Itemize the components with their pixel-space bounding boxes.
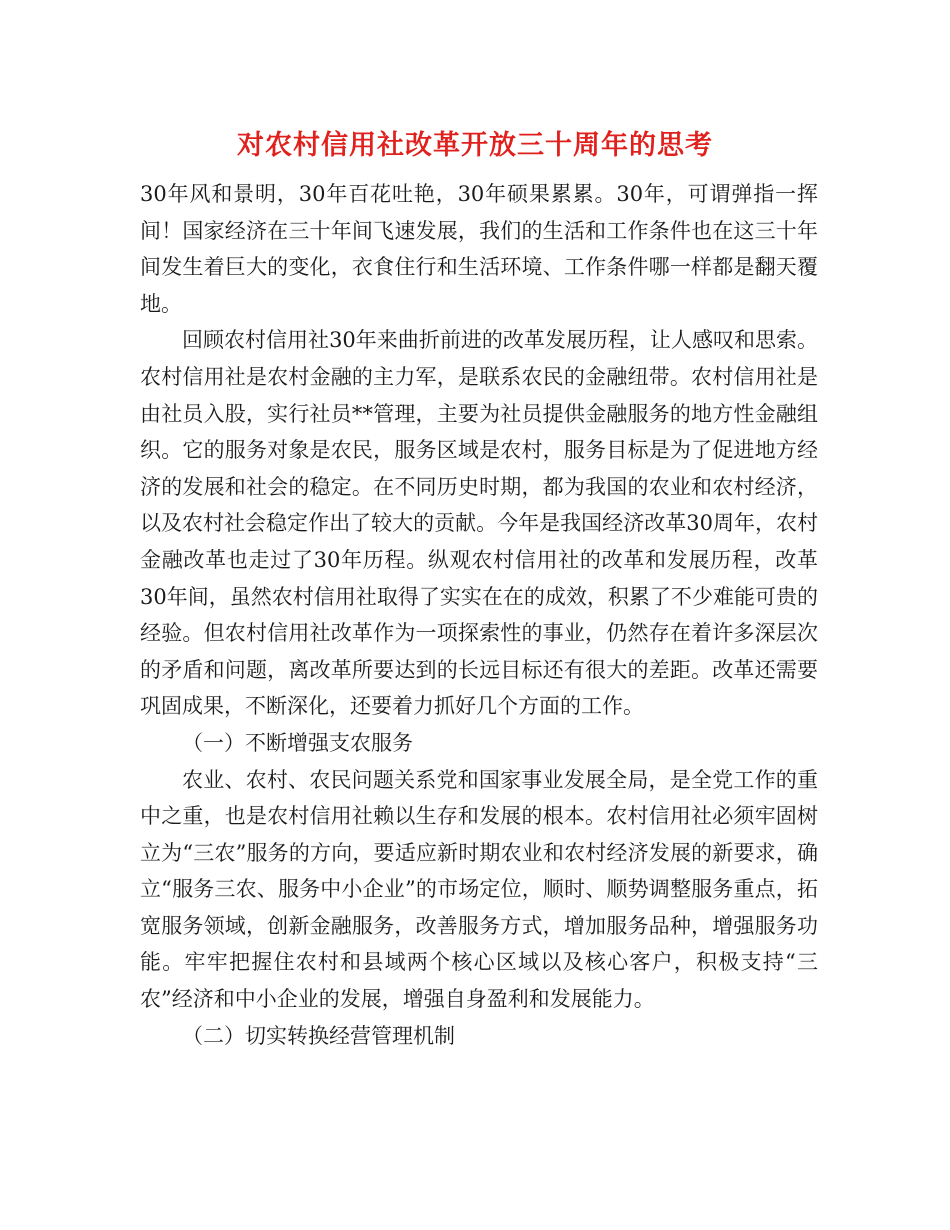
paragraph-review: 回顾农村信用社30年来曲折前进的改革发展历程，让人感叹和思索。农村信用社是农村金融的主力军，是联系农民的金融纽带。农村信用社是由社员入股，实行社员**管理，主要为社员提供金融服务的地方性金融组织。它的服务对象是农民，服务区域是农村，服务目标是为了促进地方经济的发展和社会的稳定。在不同历史时期，都为我国的农业和农村经济，以及农村社会稳定作出了较大的贡献。今年是我国经济改革30周年，农村金融改革也走过了30年历程。纵观农村信用社的改革和发展历程，改革30年间，虽然农村信用社取得了实实在在的成效，积累了不少难能可贵的经验。但农村信用社改革作为一项探索性的事业，仍然存在着许多深层次的矛盾和问题，离改革所要达到的长远目标还有很大的差距。改革还需要巩固成果，不断深化，还要着力抓好几个方面的工作。 <box>140 328 818 719</box>
document-title: 对农村信用社改革开放三十周年的思考 <box>237 130 713 161</box>
paragraph-section-1: 农业、农村、农民问题关系党和国家事业发展全局，是全党工作的重中之重，也是农村信用社赖以生存和发展的根本。农村信用社必须牢固树立为“三农”服务的方向，要适应新时期农业和农村经济发展的新要求，确立“服务三农、服务中小企业”的市场定位，顺时、顺势调整服务重点，拓宽服务领域，创新金融服务，改善服务方式，增加服务品种，增强服务功能。牢牢把握住农村和县域两个核心区域以及核心客户，积极支持“三农”经济和中小企业的发展，增强自身盈利和发展能力。 <box>140 767 818 1012</box>
paragraph-intro: 30年风和景明，30年百花吐艳，30年硕果累累。30年，可谓弹指一挥间！国家经济在三十年间飞速发展，我们的生活和工作条件也在这三十年间发生着巨大的变化，衣食住行和生活环境、工作条件哪一样都是翻天覆地。 <box>140 182 818 316</box>
section-heading-2: （二）切实转换经营管理机制 <box>182 1023 455 1048</box>
document-body <box>140 176 818 1054</box>
section-heading-1: （一）不断增强支农服务 <box>182 730 413 755</box>
